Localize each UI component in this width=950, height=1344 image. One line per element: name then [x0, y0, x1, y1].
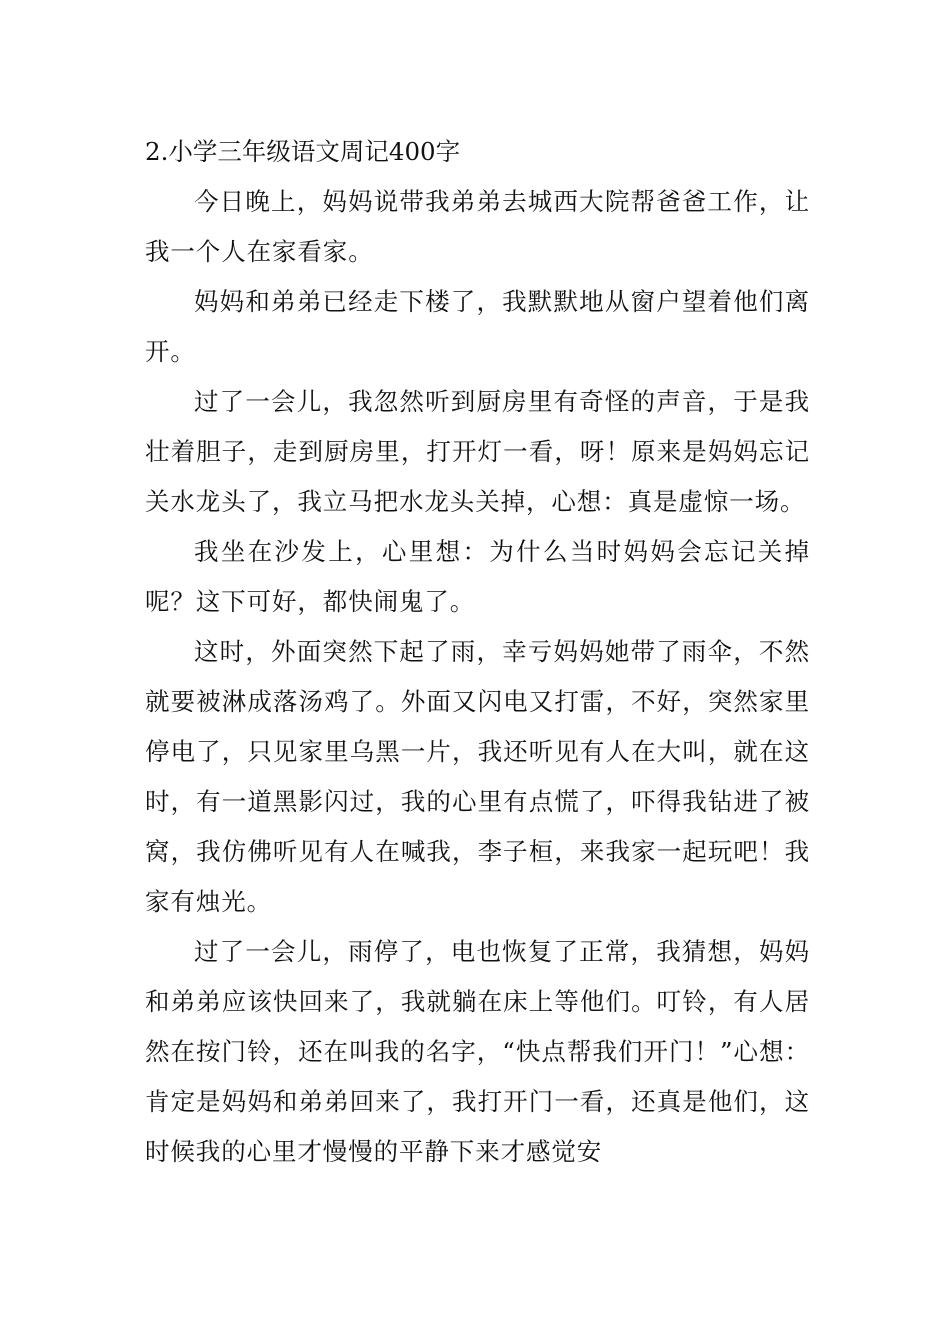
document-heading: 2.小学三年级语文周记400字	[145, 137, 461, 166]
paragraph-1: 今日晚上，妈妈说带我弟弟去城西大院帮爸爸工作，让我一个人在家看家。	[145, 187, 810, 266]
paragraph-4: 我坐在沙发上，心里想：为什么当时妈妈会忘记关掉呢？这下可好，都快闹鬼了。	[145, 537, 810, 616]
paragraph-2: 妈妈和弟弟已经走下楼了，我默默地从窗户望着他们离开。	[145, 287, 810, 366]
document-body	[145, 127, 810, 1177]
paragraph-6: 过了一会儿，雨停了，电也恢复了正常，我猜想，妈妈和弟弟应该快回来了，我就躺在床上等他们。叮铃，有人居然在按门铃，还在叫我的名字，“快点帮我们开门！”心想：肯定是妈妈和弟弟回来了，我打开门一看，还真是他们，这时候我的心里才慢慢的平静下来才感觉安	[145, 937, 810, 1166]
paragraph-5: 这时，外面突然下起了雨，幸亏妈妈她带了雨伞，不然就要被淋成落汤鸡了。外面又闪电又打雷，不好，突然家里停电了，只见家里乌黑一片，我还听见有人在大叫，就在这时，有一道黑影闪过，我的心里有点慌了，吓得我钻进了被窝，我仿佛听见有人在喊我，李子桓，来我家一起玩吧！我家有烛光。	[145, 637, 810, 916]
paragraph-3: 过了一会儿，我忽然听到厨房里有奇怪的声音，于是我壮着胆子，走到厨房里，打开灯一看，呀！原来是妈妈忘记关水龙头了，我立马把水龙头关掉，心想：真是虚惊一场。	[145, 387, 810, 516]
